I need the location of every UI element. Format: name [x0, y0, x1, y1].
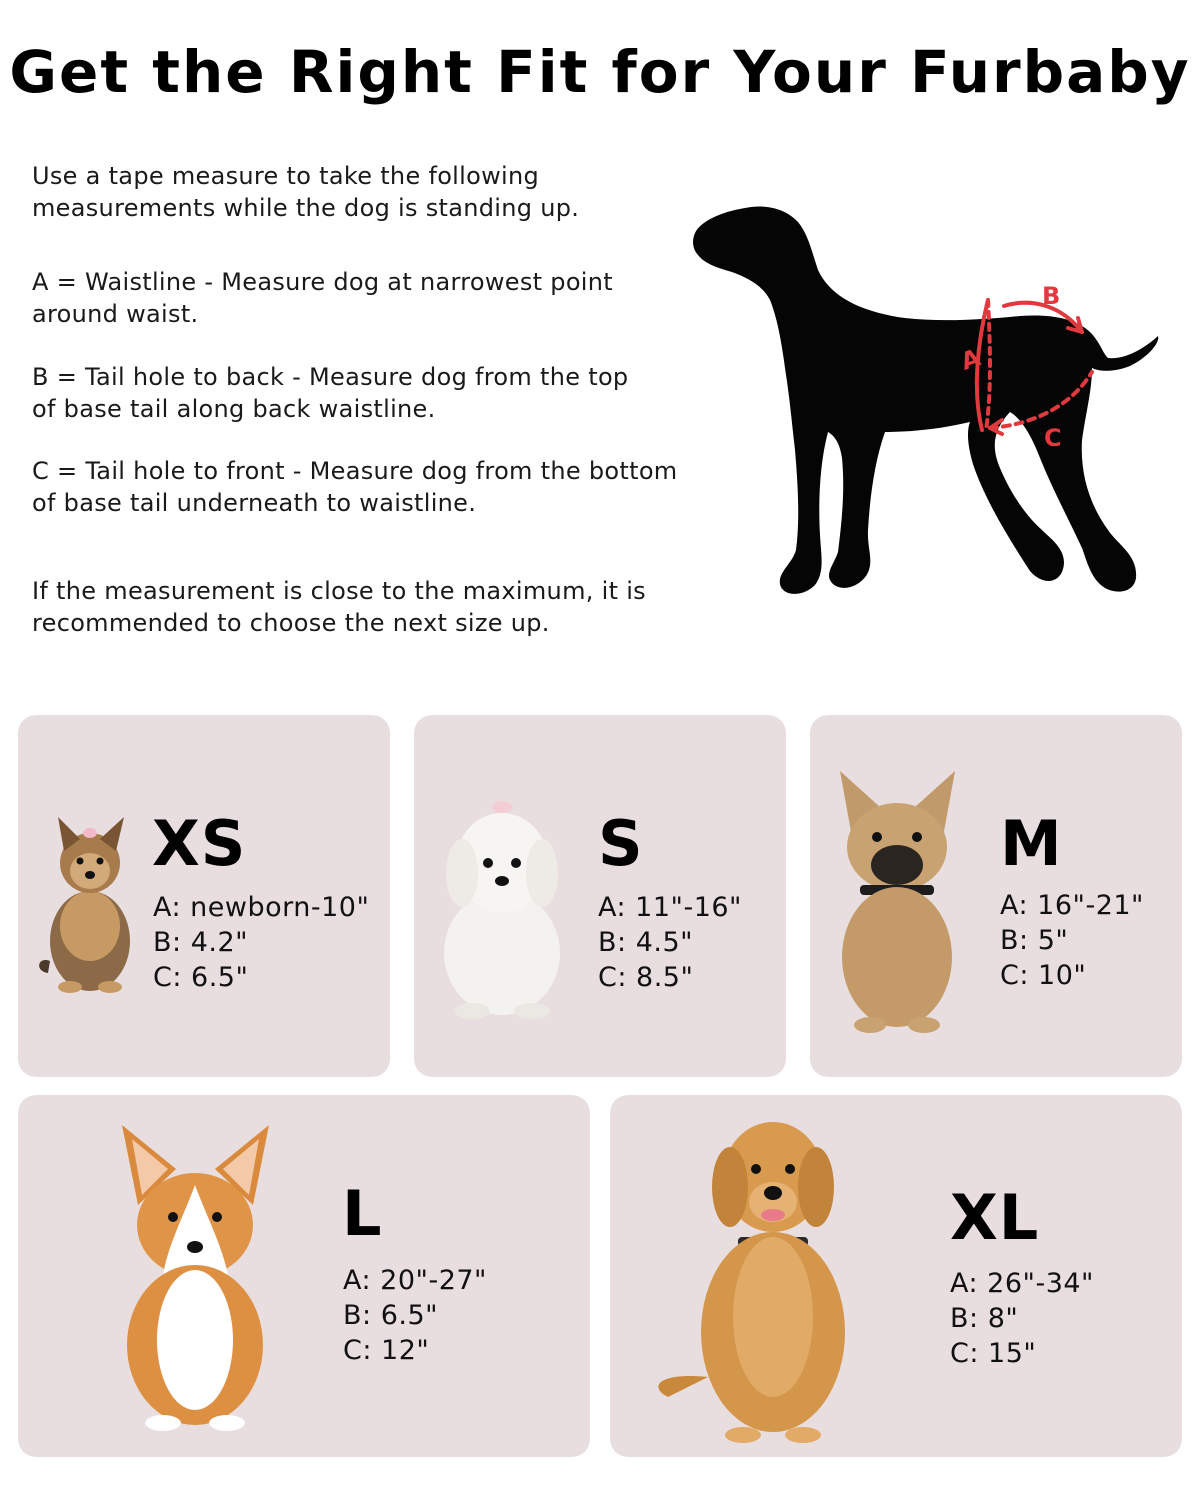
size-s-c: C: 8.5" [598, 962, 694, 993]
size-l-a: A: 20"-27" [343, 1265, 487, 1296]
size-measurements-m [1000, 888, 1144, 993]
tail-to-front-instruction: C = Tail hole to front - Measure dog from the bottom of base tail underneath to waistline. [32, 457, 678, 517]
size-card-l [18, 1095, 590, 1457]
dog-silhouette-icon [693, 207, 1158, 594]
size-xl-c: C: 15" [950, 1338, 1037, 1369]
size-m-b: B: 5" [1000, 925, 1069, 956]
size-measurements-s [598, 890, 742, 995]
size-measurements-l [343, 1263, 487, 1368]
size-card-s [414, 715, 786, 1077]
size-label-s: S [598, 807, 644, 880]
size-label-xl: XL [950, 1181, 1040, 1254]
size-xs-b: B: 4.2" [153, 927, 249, 958]
size-l-b: B: 6.5" [343, 1300, 439, 1331]
size-l-c: C: 12" [343, 1335, 430, 1366]
intro-text: Use a tape measure to take the following measurements while the dog is standing up. [32, 162, 580, 222]
size-xs-a: A: newborn-10" [153, 892, 370, 923]
size-s-b: B: 4.5" [598, 927, 694, 958]
label-c: C [1044, 424, 1062, 452]
size-label-m: M [1000, 807, 1063, 880]
size-measurements-xs [153, 890, 369, 995]
sizing-note: If the measurement is close to the maximum, it is recommended to choose the next size up. [32, 577, 646, 637]
size-m-c: C: 10" [1000, 960, 1087, 991]
golden-retriever-icon [648, 1107, 858, 1447]
size-s-a: A: 11"-16" [598, 892, 742, 923]
size-card-m [810, 715, 1182, 1077]
size-m-a: A: 16"-21" [1000, 890, 1144, 921]
size-xl-a: A: 26"-34" [950, 1268, 1094, 1299]
size-measurements-xl [950, 1266, 1094, 1371]
size-card-xs [18, 715, 390, 1077]
label-b: B [1042, 282, 1061, 310]
yorkie-icon [30, 811, 145, 996]
size-card-xl [610, 1095, 1182, 1457]
dog-measurement-diagram [690, 200, 1165, 605]
size-label-l: L [342, 1177, 383, 1250]
size-xl-b: B: 8" [950, 1303, 1019, 1334]
maltese-icon [422, 783, 572, 1023]
size-xs-c: C: 6.5" [153, 962, 249, 993]
page-title: Get the Right Fit for Your Furbaby [9, 38, 1191, 106]
label-a: A [957, 343, 984, 376]
size-label-xs: XS [152, 807, 247, 880]
french-bulldog-icon [830, 767, 965, 1035]
tail-to-back-instruction: B = Tail hole to back - Measure dog from the top of base tail along back waistline. [32, 363, 629, 423]
waistline-instruction: A = Waistline - Measure dog at narrowest point around waist. [32, 268, 613, 328]
corgi-icon [118, 1125, 273, 1435]
